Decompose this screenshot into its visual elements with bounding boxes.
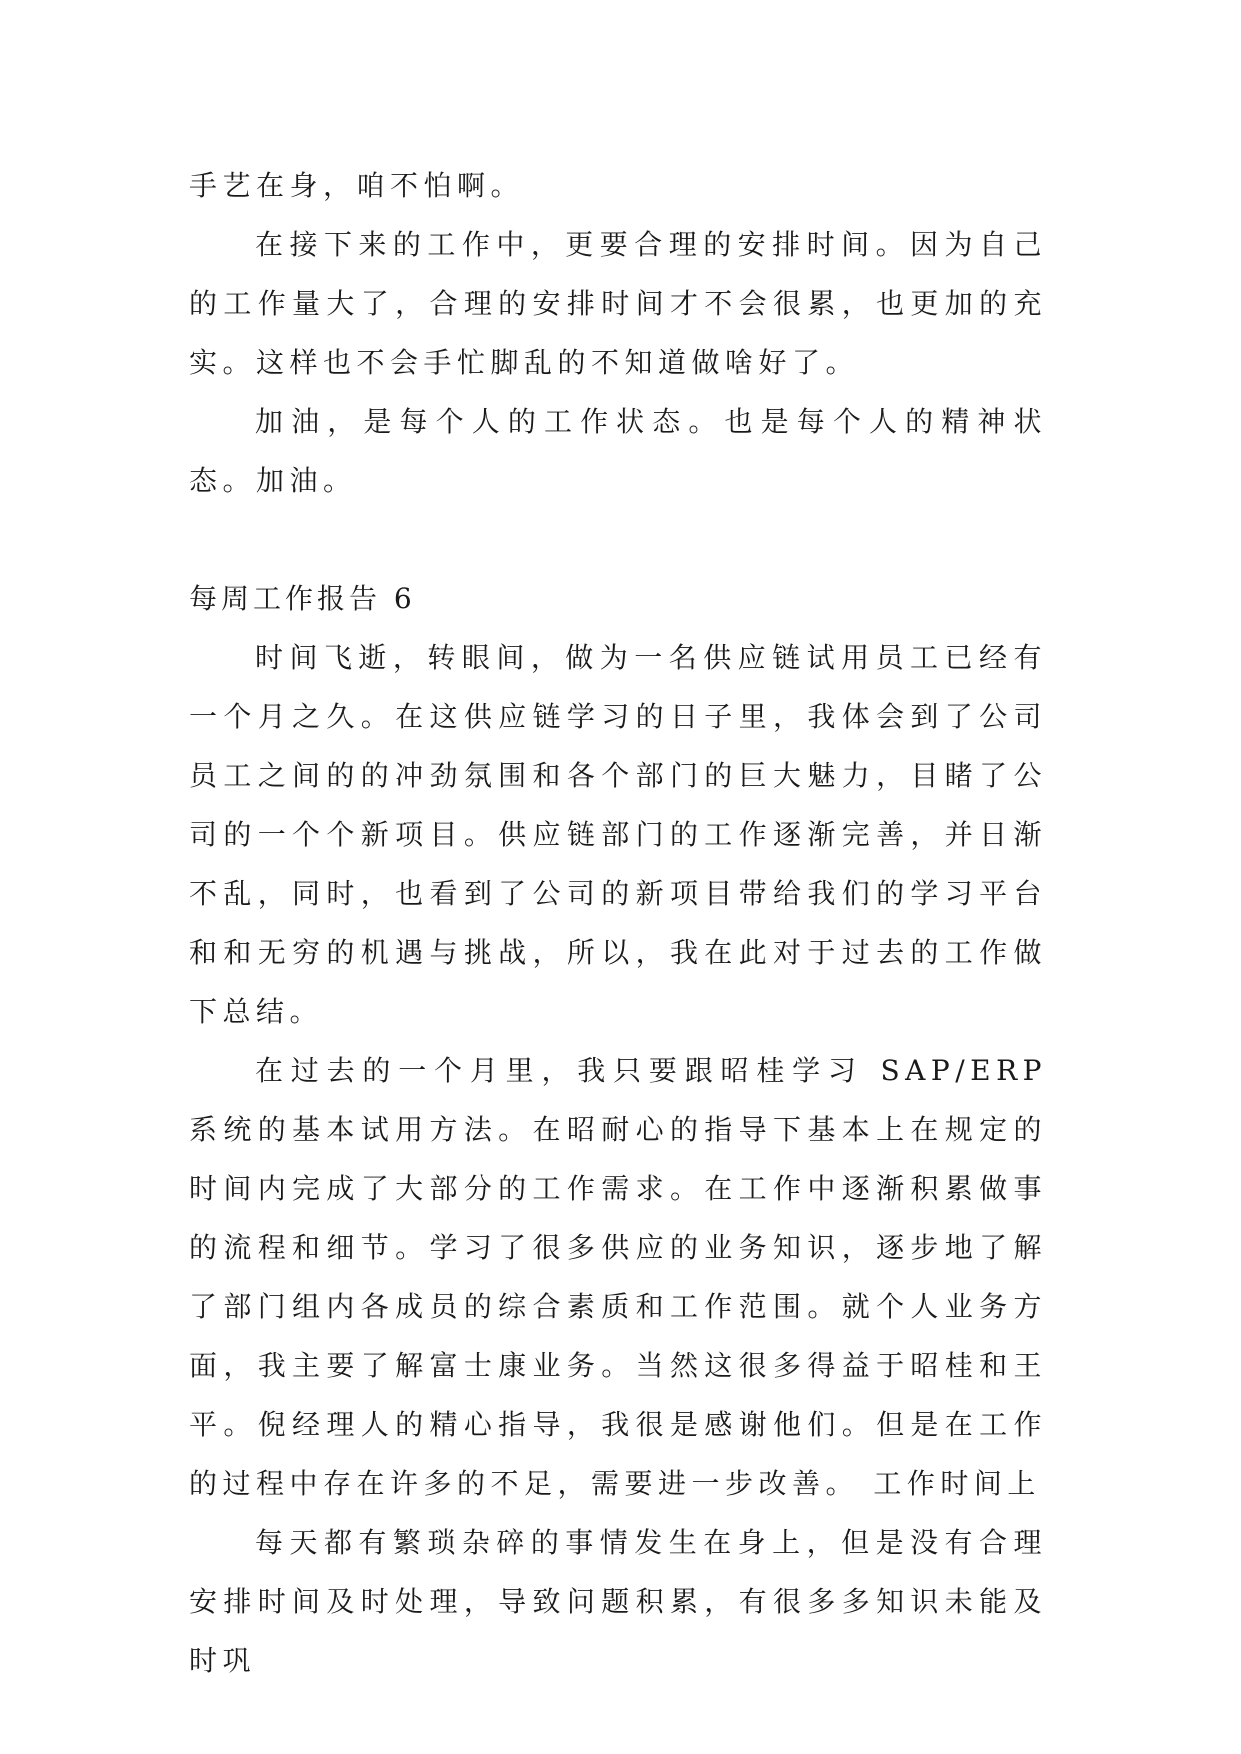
document-body xyxy=(189,156,1047,1690)
paragraph: 时间飞逝，转眼间，做为一名供应链试用员工已经有一个月之久。在这供应链学习的日子里，我体会到了公司员工之间的的冲劲氛围和各个部门的巨大魅力，目睹了公司的一个个新项目。供应链部门的工作逐渐完善，并日渐不乱，同时，也看到了公司的新项目带给我们的学习平台和和无穷的机遇与挑战，所以，我在此对于过去的工作做下总结。 xyxy=(189,641,1047,1028)
paragraph: 加油，是每个人的工作状态。也是每个人的精神状态。加油。 xyxy=(189,405,1047,497)
paragraph: 每天都有繁琐杂碎的事情发生在身上，但是没有合理安排时间及时处理，导致问题积累，有很多多知识未能及时巩 xyxy=(189,1526,1047,1677)
paragraph: 在过去的一个月里，我只要跟昭桂学习 SAP/ERP 系统的基本试用方法。在昭耐心的指导下基本上在规定的时间内完成了大部分的工作需求。在工作中逐渐积累做事的流程和细节。学习了很多供应的业务知识，逐步地了解了部门组内各成员的综合素质和工作范围。就个人业务方面，我主要了解富士康业务。当然这很多得益于昭桂和王平。倪经理人的精心指导，我很是感谢他们。但是在工作的过程中存在许多的不足，需要进一步改善。 工作时间上 xyxy=(189,1054,1047,1500)
paragraph-continuation: 手艺在身，咱不怕啊。 xyxy=(189,169,525,202)
paragraph: 在接下来的工作中，更要合理的安排时间。因为自己的工作量大了，合理的安排时间才不会很累，也更加的充实。这样也不会手忙脚乱的不知道做啥好了。 xyxy=(189,228,1047,379)
section-title: 每周工作报告 6 xyxy=(189,582,416,615)
